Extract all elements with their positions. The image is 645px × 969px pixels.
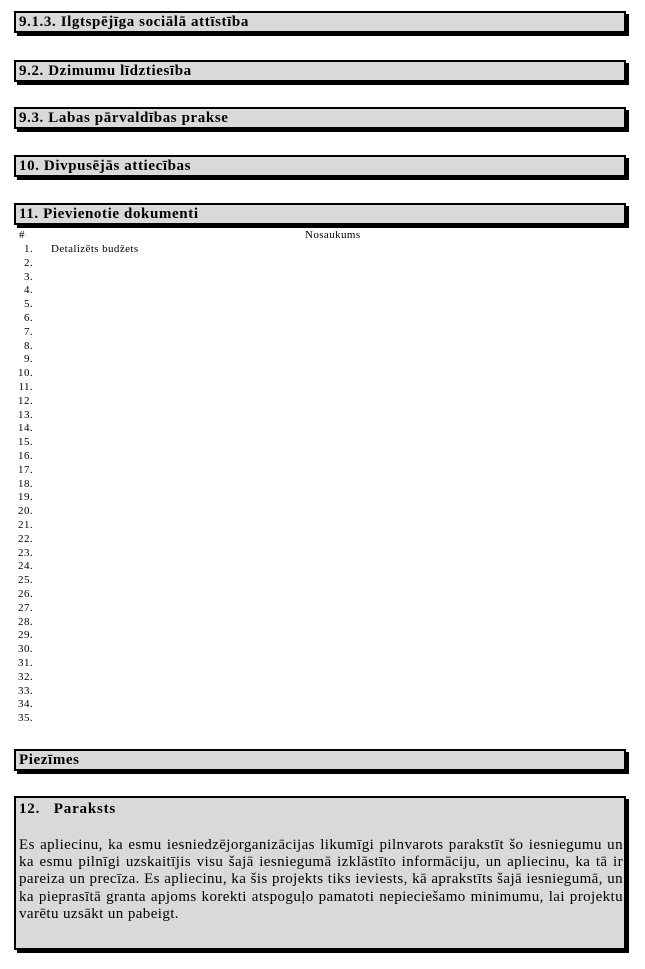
row-number: 20.	[18, 505, 33, 518]
signature-title: 12. Paraksts	[19, 801, 117, 817]
notes-header	[14, 749, 626, 771]
section-title: 9.2. Dzimumu līdztiesība	[19, 63, 192, 79]
row-number: 19.	[18, 491, 33, 504]
section-header-913	[14, 11, 626, 33]
table-row	[0, 395, 645, 409]
section-title: 9.3. Labas pārvaldības prakse	[19, 110, 229, 126]
table-row	[0, 629, 645, 643]
table-row	[0, 340, 645, 354]
table-row	[0, 560, 645, 574]
row-number: 13.	[18, 408, 33, 421]
table-row	[0, 505, 645, 519]
row-number: 17.	[18, 463, 33, 476]
row-number: 21.	[18, 518, 33, 531]
table-row	[0, 616, 645, 630]
table-row	[0, 422, 645, 436]
signature-section	[14, 796, 626, 950]
row-number: 18.	[18, 477, 33, 490]
table-row	[0, 643, 645, 657]
row-number: 4.	[23, 284, 33, 297]
table-row	[0, 602, 645, 616]
row-number: 16.	[18, 449, 33, 462]
table-row	[0, 326, 645, 340]
table-row	[0, 367, 645, 381]
section-header-11	[14, 203, 626, 225]
row-number: 29.	[18, 629, 33, 642]
section-header-10	[14, 155, 626, 177]
table-row	[0, 243, 645, 257]
row-number: 8.	[23, 339, 33, 352]
row-number: 3.	[23, 270, 33, 283]
column-header-name: Nosaukums	[305, 229, 361, 241]
row-number: 35.	[18, 712, 33, 725]
row-number: 24.	[18, 560, 33, 573]
row-number: 33.	[18, 684, 33, 697]
row-number: 15.	[18, 436, 33, 449]
row-number: 34.	[18, 698, 33, 711]
table-row	[0, 685, 645, 699]
row-number: 7.	[23, 325, 33, 338]
table-row	[0, 712, 645, 726]
signature-declaration-text: Es apliecinu, ka esmu iesniedzējorganizācijas likumīgi pilnvarots parakstīt šo iesniegumu un ka esmu pilnīgi uzskaitījis visu šajā iesniegumā izklāstīto informāciju, un apliecinu, ka tā ir pareiza un precīza. Es apliecinu, ka šis projekts tiks ieviests, kā aprakstīts šajā iesniegumā, un ka pieprasītā granta apjoms korekti atspoguļo pamatoti nepieciešamo minimumu, lai projektu varētu uzsākt un pabeigt.	[19, 837, 623, 922]
row-number: 1.	[23, 243, 33, 255]
table-row	[0, 657, 645, 671]
section-title: 11. Pievienotie dokumenti	[19, 206, 199, 222]
row-number: 9.	[23, 353, 33, 366]
table-row	[0, 271, 645, 285]
table-row	[0, 409, 645, 423]
table-row	[0, 519, 645, 533]
row-document-name: Detalizēts budžets	[51, 243, 139, 255]
row-number: 11.	[18, 380, 33, 393]
table-row	[0, 298, 645, 312]
section-header-92	[14, 60, 626, 82]
section-title: 9.1.3. Ilgtspējīga sociālā attīstība	[19, 14, 249, 30]
row-number: 25.	[18, 574, 33, 587]
table-row	[0, 464, 645, 478]
section-title: Piezīmes	[19, 752, 80, 768]
row-number: 2.	[23, 256, 33, 269]
row-number: 27.	[18, 601, 33, 614]
row-number: 31.	[18, 656, 33, 669]
table-row	[0, 491, 645, 505]
section-title: 10. Divpusējās attiecības	[19, 158, 192, 174]
table-row	[0, 574, 645, 588]
table-row	[0, 547, 645, 561]
table-row	[0, 698, 645, 712]
table-row	[0, 671, 645, 685]
documents-table-header	[0, 229, 645, 243]
table-row	[0, 284, 645, 298]
row-number: 5.	[23, 298, 33, 311]
column-header-number: #	[19, 229, 25, 241]
table-row	[0, 533, 645, 547]
table-row	[0, 478, 645, 492]
row-number: 32.	[18, 670, 33, 683]
table-row	[0, 588, 645, 602]
row-number: 10.	[18, 367, 33, 380]
row-number: 22.	[18, 532, 33, 545]
row-number: 12.	[18, 394, 33, 407]
table-row	[0, 450, 645, 464]
row-number: 6.	[23, 311, 33, 324]
row-number: 28.	[18, 615, 33, 628]
row-number: 23.	[18, 546, 33, 559]
table-row	[0, 353, 645, 367]
table-row	[0, 257, 645, 271]
table-row	[0, 381, 645, 395]
table-row	[0, 436, 645, 450]
documents-table	[0, 243, 645, 726]
section-header-93	[14, 107, 626, 129]
row-number: 14.	[18, 422, 33, 435]
table-row	[0, 312, 645, 326]
row-number: 26.	[18, 587, 33, 600]
row-number: 30.	[18, 643, 33, 656]
